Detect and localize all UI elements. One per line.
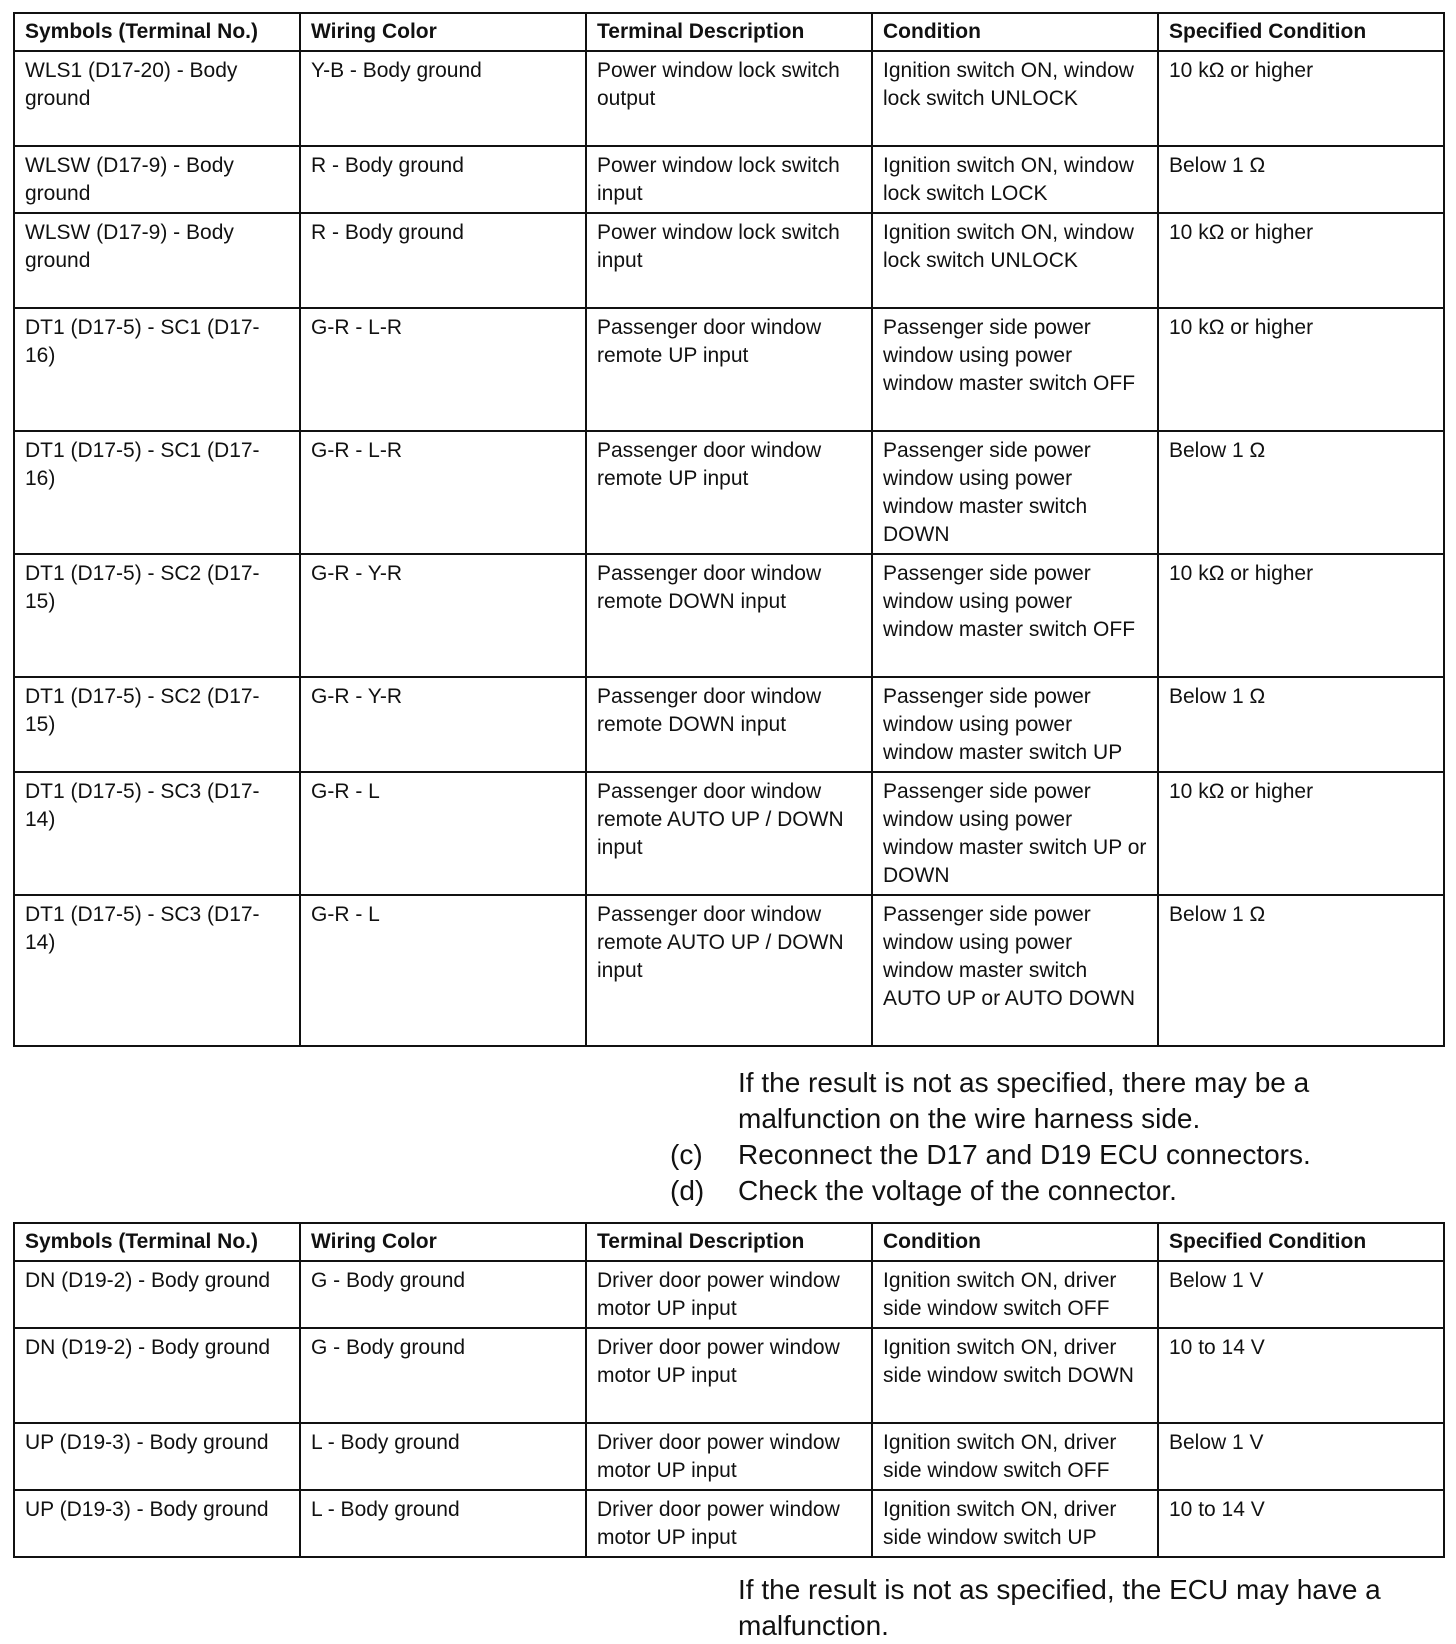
cell-wiring-color: G-R - Y-R <box>300 677 586 772</box>
step-d-label: (d) <box>670 1175 705 1206</box>
table-row <box>14 1261 1444 1328</box>
step-c <box>670 1137 1450 1173</box>
header-terminal-description: Terminal Description <box>586 13 872 51</box>
table-row <box>14 51 1444 146</box>
cell-specified-condition: Below 1 V <box>1158 1423 1444 1490</box>
cell-specified-condition: Below 1 V <box>1158 1261 1444 1328</box>
cell-terminal-description: Driver door power window motor UP input <box>586 1423 872 1490</box>
cell-symbols: WLSW (D17-9) - Body ground <box>14 213 300 308</box>
cell-condition: Ignition switch ON, driver side window switch OFF <box>872 1423 1158 1490</box>
step-c-text: Reconnect the D17 and D19 ECU connectors. <box>738 1139 1311 1170</box>
header-symbols: Symbols (Terminal No.) <box>14 13 300 51</box>
cell-symbols: UP (D19-3) - Body ground <box>14 1423 300 1490</box>
header-condition: Condition <box>872 13 1158 51</box>
harness-malfunction-note: If the result is not as specified, there may be a malfunction on the wire harness side. <box>738 1067 1310 1134</box>
cell-symbols: DN (D19-2) - Body ground <box>14 1261 300 1328</box>
cell-symbols: DT1 (D17-5) - SC2 (D17-15) <box>14 554 300 677</box>
cell-symbols: DT1 (D17-5) - SC1 (D17-16) <box>14 431 300 554</box>
table-row <box>14 895 1444 1046</box>
cell-terminal-description: Power window lock switch input <box>586 213 872 308</box>
cell-condition: Ignition switch ON, window lock switch LOCK <box>872 146 1158 213</box>
step-c-label: (c) <box>670 1139 703 1170</box>
cell-terminal-description: Driver door power window motor UP input <box>586 1261 872 1328</box>
cell-wiring-color: G-R - L <box>300 772 586 895</box>
cell-wiring-color: G-R - L-R <box>300 431 586 554</box>
header-condition: Condition <box>872 1223 1158 1261</box>
cell-terminal-description: Passenger door window remote AUTO UP / DOWN input <box>586 895 872 1046</box>
ecu-malfunction-note: If the result is not as specified, the ECU may have a malfunction. <box>738 1574 1381 1641</box>
cell-condition: Ignition switch ON, driver side window switch DOWN <box>872 1328 1158 1423</box>
cell-condition: Ignition switch ON, driver side window switch OFF <box>872 1261 1158 1328</box>
cell-terminal-description: Passenger door window remote UP input <box>586 308 872 431</box>
cell-wiring-color: L - Body ground <box>300 1423 586 1490</box>
cell-wiring-color: Y-B - Body ground <box>300 51 586 146</box>
cell-terminal-description: Passenger door window remote UP input <box>586 431 872 554</box>
cell-specified-condition: Below 1 Ω <box>1158 431 1444 554</box>
cell-condition: Passenger side power window using power window master switch DOWN <box>872 431 1158 554</box>
cell-condition: Passenger side power window using power window master switch AUTO UP or AUTO DOWN <box>872 895 1158 1046</box>
cell-specified-condition: Below 1 Ω <box>1158 677 1444 772</box>
cell-wiring-color: G-R - L <box>300 895 586 1046</box>
header-terminal-description: Terminal Description <box>586 1223 872 1261</box>
cell-symbols: WLS1 (D17-20) - Body ground <box>14 51 300 146</box>
cell-specified-condition: 10 kΩ or higher <box>1158 554 1444 677</box>
cell-wiring-color: G - Body ground <box>300 1328 586 1423</box>
cell-terminal-description: Power window lock switch output <box>586 51 872 146</box>
table-row <box>14 554 1444 677</box>
table-row <box>14 772 1444 895</box>
cell-wiring-color: R - Body ground <box>300 146 586 213</box>
cell-condition: Ignition switch ON, driver side window switch UP <box>872 1490 1158 1557</box>
table-row <box>14 1423 1444 1490</box>
cell-specified-condition: 10 kΩ or higher <box>1158 51 1444 146</box>
cell-terminal-description: Power window lock switch input <box>586 146 872 213</box>
cell-wiring-color: G-R - Y-R <box>300 554 586 677</box>
table-row <box>14 677 1444 772</box>
table-row <box>14 1328 1444 1423</box>
cell-wiring-color: R - Body ground <box>300 213 586 308</box>
table-row <box>14 213 1444 308</box>
cell-condition: Ignition switch ON, window lock switch UNLOCK <box>872 213 1158 308</box>
step-d-text: Check the voltage of the connector. <box>738 1175 1177 1206</box>
cell-condition: Passenger side power window using power window master switch OFF <box>872 308 1158 431</box>
cell-terminal-description: Passenger door window remote DOWN input <box>586 677 872 772</box>
cell-symbols: DT1 (D17-5) - SC1 (D17-16) <box>14 308 300 431</box>
cell-symbols: DN (D19-2) - Body ground <box>14 1328 300 1423</box>
header-specified-condition: Specified Condition <box>1158 13 1444 51</box>
cell-specified-condition: 10 to 14 V <box>1158 1328 1444 1423</box>
cell-condition: Passenger side power window using power window master switch UP <box>872 677 1158 772</box>
cell-wiring-color: G - Body ground <box>300 1261 586 1328</box>
header-specified-condition: Specified Condition <box>1158 1223 1444 1261</box>
cell-specified-condition: 10 to 14 V <box>1158 1490 1444 1557</box>
cell-wiring-color: G-R - L-R <box>300 308 586 431</box>
cell-condition: Passenger side power window using power window master switch UP or DOWN <box>872 772 1158 895</box>
cell-wiring-color: L - Body ground <box>300 1490 586 1557</box>
voltage-spec-table <box>13 1222 1445 1558</box>
cell-specified-condition: 10 kΩ or higher <box>1158 308 1444 431</box>
cell-specified-condition: Below 1 Ω <box>1158 146 1444 213</box>
cell-condition: Ignition switch ON, window lock switch UNLOCK <box>872 51 1158 146</box>
cell-terminal-description: Passenger door window remote AUTO UP / DOWN input <box>586 772 872 895</box>
cell-specified-condition: 10 kΩ or higher <box>1158 213 1444 308</box>
table-row <box>14 431 1444 554</box>
table-header-row <box>14 1223 1444 1261</box>
cell-terminal-description: Driver door power window motor UP input <box>586 1328 872 1423</box>
table-row <box>14 146 1444 213</box>
cell-condition: Passenger side power window using power window master switch OFF <box>872 554 1158 677</box>
step-d <box>670 1173 1450 1209</box>
cell-specified-condition: 10 kΩ or higher <box>1158 772 1444 895</box>
cell-symbols: DT1 (D17-5) - SC3 (D17-14) <box>14 895 300 1046</box>
cell-specified-condition: Below 1 Ω <box>1158 895 1444 1046</box>
table-row <box>14 308 1444 431</box>
table-header-row <box>14 13 1444 51</box>
cell-symbols: DT1 (D17-5) - SC3 (D17-14) <box>14 772 300 895</box>
header-symbols: Symbols (Terminal No.) <box>14 1223 300 1261</box>
cell-symbols: WLSW (D17-9) - Body ground <box>14 146 300 213</box>
cell-terminal-description: Passenger door window remote DOWN input <box>586 554 872 677</box>
cell-terminal-description: Driver door power window motor UP input <box>586 1490 872 1557</box>
cell-symbols: UP (D19-3) - Body ground <box>14 1490 300 1557</box>
header-wiring-color: Wiring Color <box>300 1223 586 1261</box>
header-wiring-color: Wiring Color <box>300 13 586 51</box>
cell-symbols: DT1 (D17-5) - SC2 (D17-15) <box>14 677 300 772</box>
resistance-spec-table <box>13 12 1445 1047</box>
table-row <box>14 1490 1444 1557</box>
